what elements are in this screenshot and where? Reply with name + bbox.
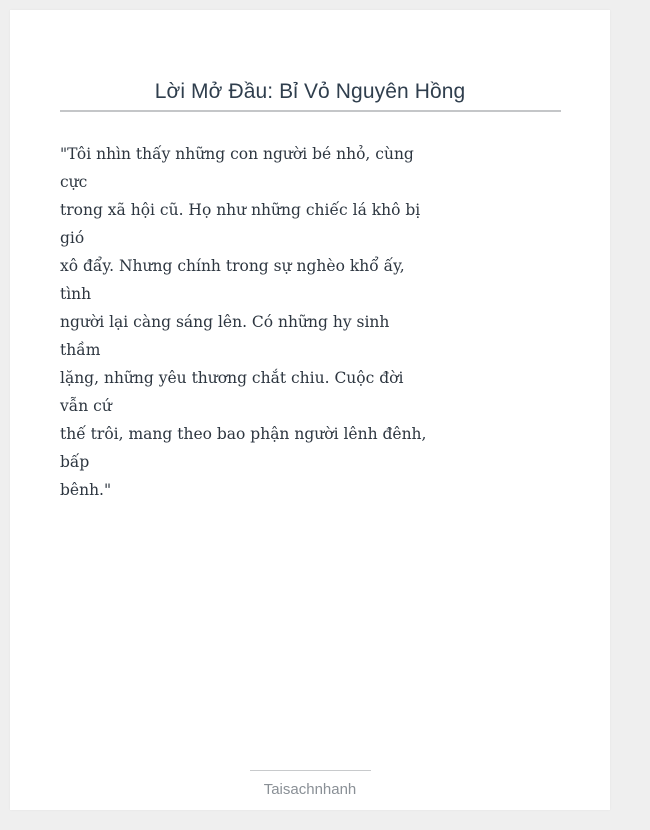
body-line: người lại càng sáng lên. Có những hy sinh: [60, 313, 390, 331]
footer-brand: Taisachnhanh: [263, 781, 357, 798]
title-divider: [60, 110, 561, 112]
body-line: lặng, những yêu thương chắt chiu. Cuộc đời: [60, 369, 404, 387]
body-line: thế trôi, mang theo bao phận người lênh đênh,: [60, 425, 427, 443]
body-line: tình: [60, 285, 92, 303]
body-line: thầm: [60, 341, 101, 359]
body-line: bênh.": [60, 481, 112, 499]
footer-divider: [250, 770, 371, 771]
body-line: gió: [60, 229, 85, 247]
document-page: [10, 10, 610, 810]
body-line: vẫn cứ: [60, 397, 112, 415]
body-line: "Tôi nhìn thấy những con người bé nhỏ, cùng: [60, 145, 414, 163]
body-line: trong xã hội cũ. Họ như những chiếc lá khô bị: [60, 201, 421, 219]
body-line: bấp: [60, 453, 90, 471]
body-line: cực: [60, 173, 88, 191]
page-title: Lời Mở Đầu: Bỉ Vỏ Nguyên Hồng: [154, 80, 466, 103]
quote-body: [60, 140, 427, 504]
body-line: xô đẩy. Nhưng chính trong sự nghèo khổ ấy,: [60, 257, 405, 275]
